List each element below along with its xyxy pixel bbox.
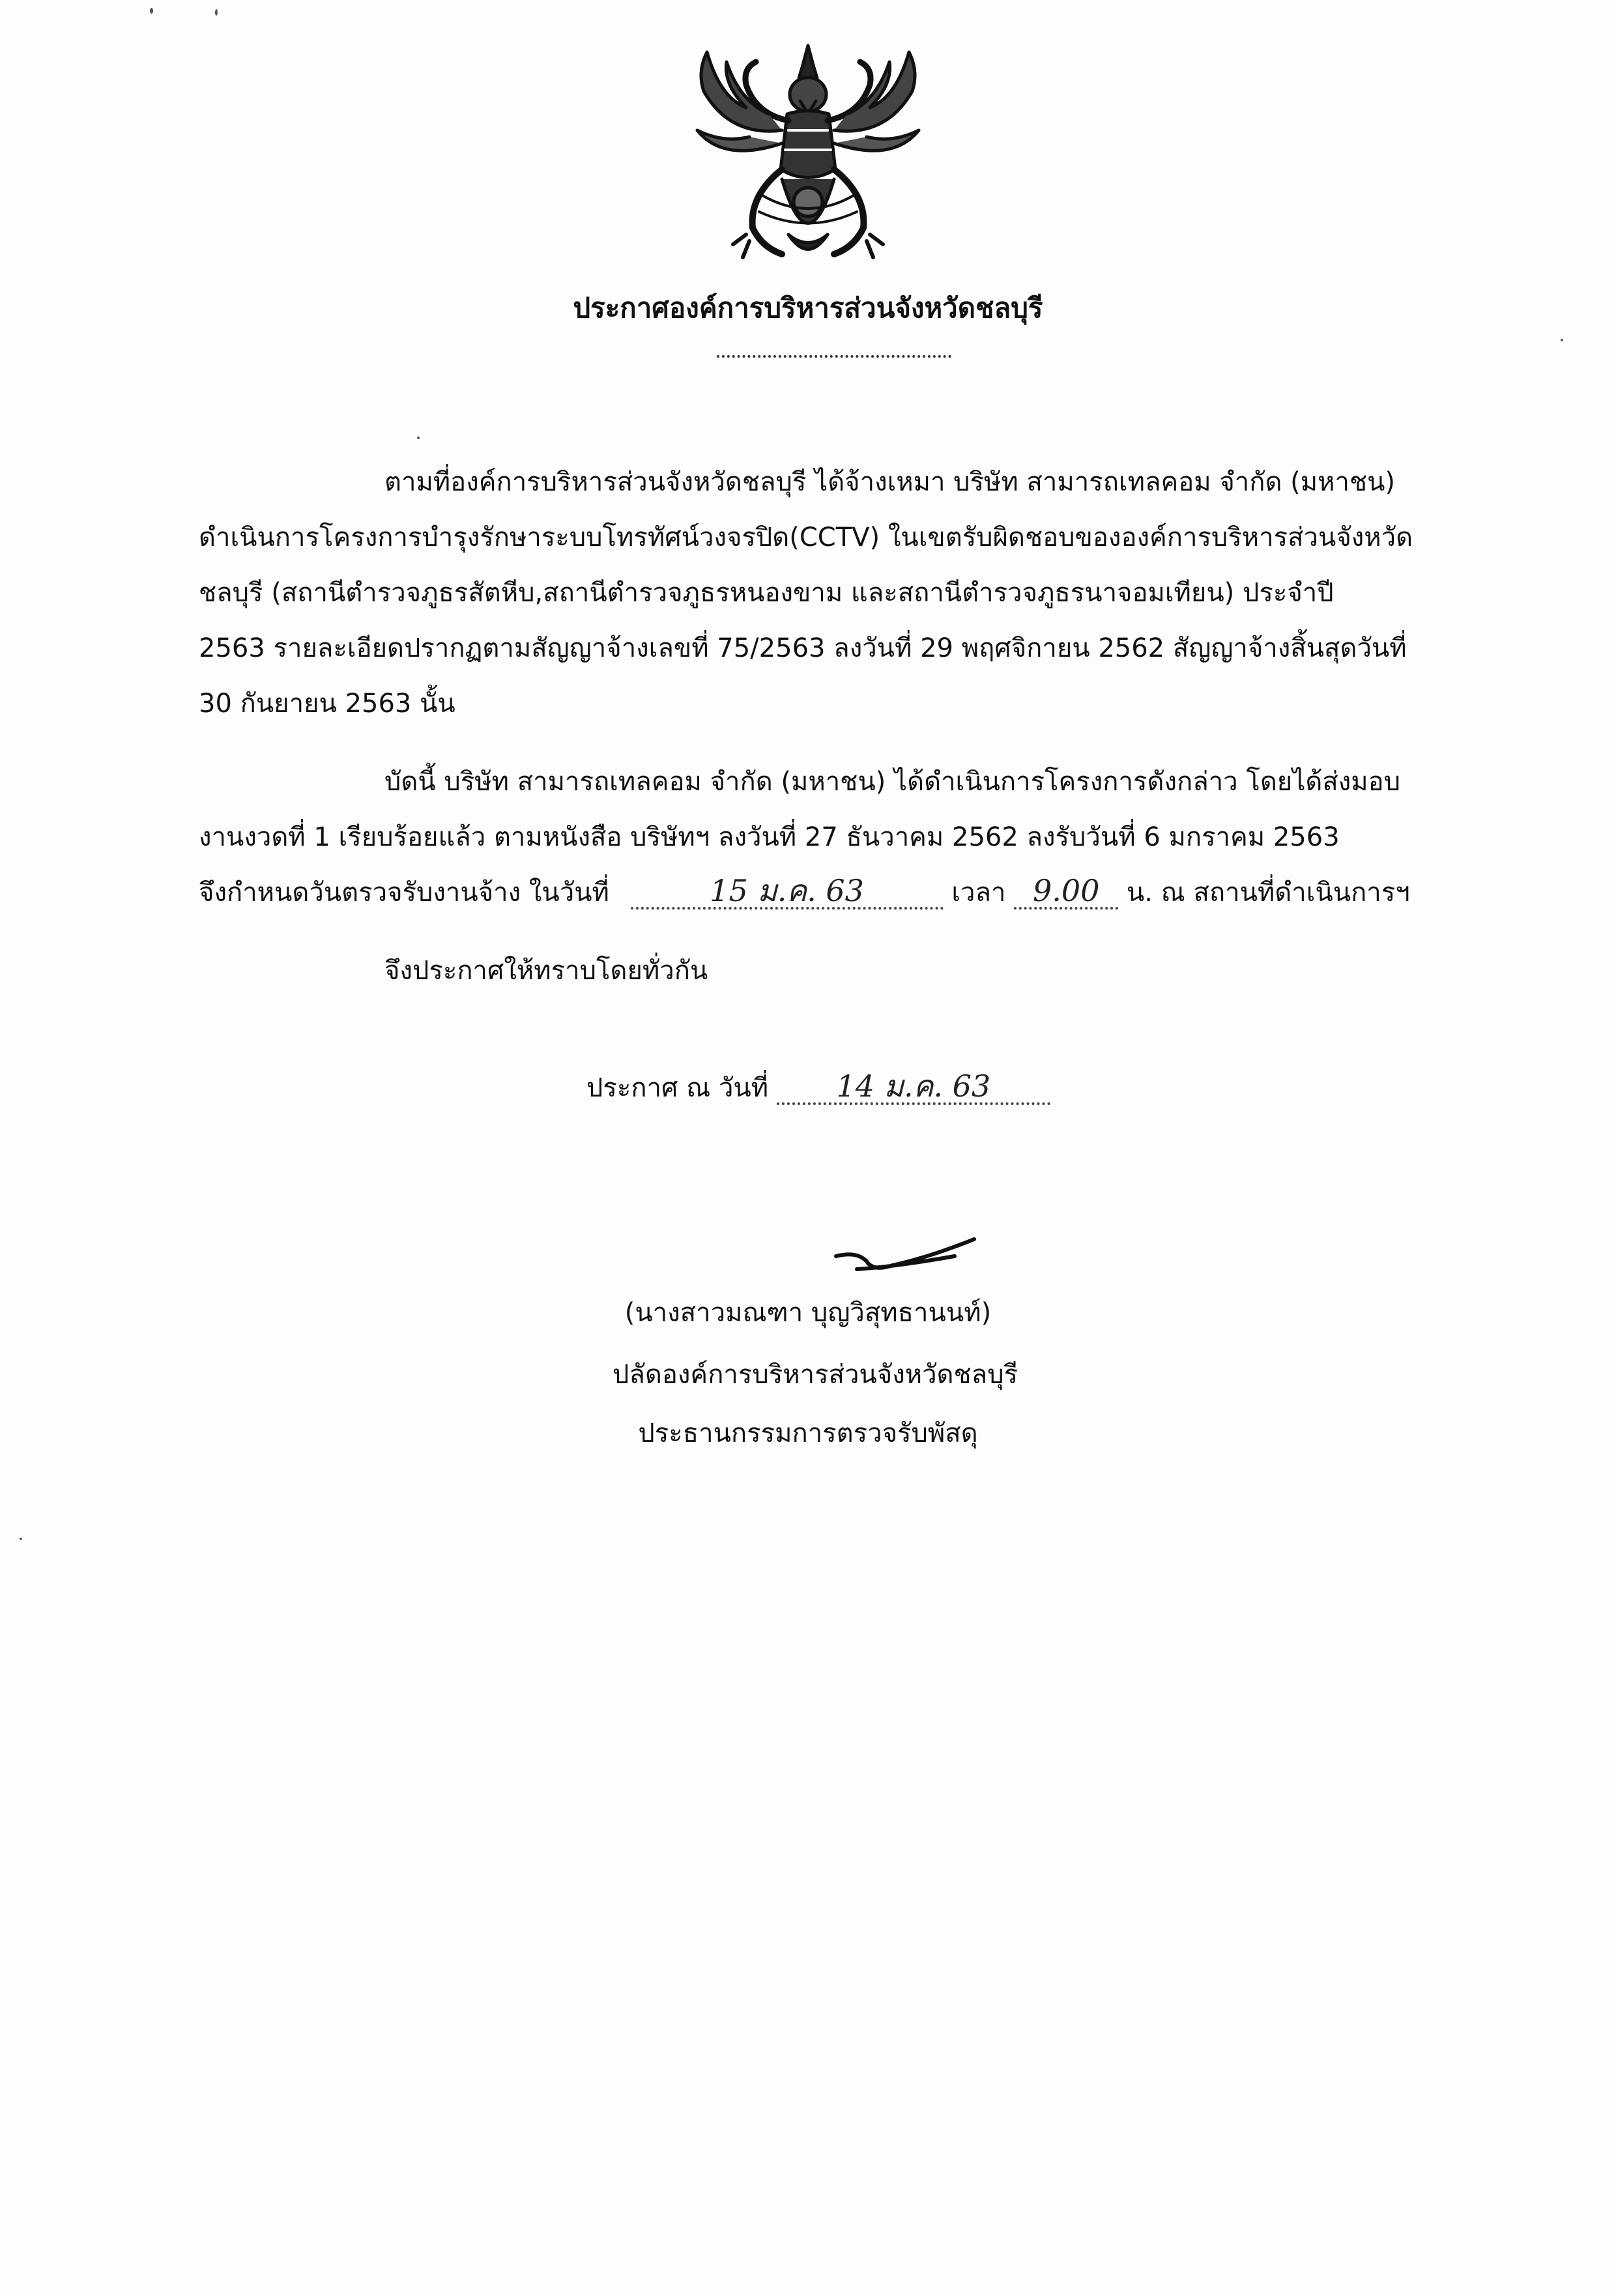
inspection-line	[199, 873, 1410, 912]
scan-speck	[1561, 339, 1563, 341]
announcement-date-label: ประกาศ ณ วันที่	[586, 1073, 769, 1103]
garuda-emblem-icon	[684, 39, 932, 280]
paragraph1-line: 2563 รายละเอียดปรากฏตามสัญญาจ้างเลขที่ 75/2563 ลงวันที่ 29 พฤศจิกายน 2562 สัญญาจ้างสิ้นสุดวันที่	[199, 633, 1407, 663]
announcement-title: ประกาศองค์การบริหารส่วนจังหวัดชลบุรี	[573, 292, 1043, 324]
paragraph2-line: บัดนี้ บริษัท สามารถเทลคอม จำกัด (มหาชน) ได้ดำเนินการโครงการดังกล่าว โดยได้ส่งมอบ	[384, 767, 1401, 797]
inspection-date-handwritten: 15 ม.ค. 63	[631, 874, 944, 910]
inspection-time-handwritten: 9.00	[1014, 874, 1118, 910]
signatory-name: (นางสาวมณฑา บุญวิสุทธานนท์)	[624, 1298, 992, 1328]
paragraph1-line: ชลบุรี (สถานีตำรวจภูธรสัตหีบ,สถานีตำรวจภูธรหนองขาม และสถานีตำรวจภูธรนาจอมเทียน) ประจำปี	[199, 578, 1334, 608]
title-divider	[717, 355, 951, 358]
paragraph2-line: งานงวดที่ 1 เรียบร้อยแล้ว ตามหนังสือ บริษัทฯ ลงวันที่ 27 ธันวาคม 2562 ลงรับวันที่ 6 มกราคม 2563	[199, 822, 1340, 852]
signatory-role: ประธานกรรมการตรวจรับพัสดุ	[638, 1418, 978, 1448]
paragraph1-line: ดำเนินการโครงการบำรุงรักษาระบบโทรทัศน์วงจรปิด(CCTV) ในเขตรับผิดชอบขององค์การบริหารส่วนจังหวัด	[199, 523, 1413, 552]
scan-speck	[417, 437, 420, 439]
scan-speck	[215, 9, 218, 16]
handwritten-signature-icon	[831, 1231, 981, 1277]
inspection-location-text: น. ณ สถานที่ดำเนินการฯ	[1126, 878, 1410, 908]
inspection-time-label: เวลา	[951, 878, 1006, 908]
paragraph1-line: ตามที่องค์การบริหารส่วนจังหวัดชลบุรี ได้จ้างเหมา บริษัท สามารถเทลคอม จำกัด (มหาชน)	[384, 467, 1396, 497]
paragraph1-line: 30 กันยายน 2563 นั้น	[199, 689, 455, 719]
signatory-position: ปลัดองค์การบริหารส่วนจังหวัดชลบุรี	[613, 1360, 1018, 1390]
scan-speck	[20, 1538, 22, 1540]
announcement-date-line	[586, 1069, 1050, 1108]
scan-speck	[150, 8, 153, 14]
closing-text: จึงประกาศให้ทราบโดยทั่วกัน	[384, 956, 708, 986]
inspection-date-label: จึงกำหนดวันตรวจรับงานจ้าง ในวันที่	[199, 878, 609, 908]
announcement-date-handwritten: 14 ม.ค. 63	[777, 1070, 1050, 1105]
